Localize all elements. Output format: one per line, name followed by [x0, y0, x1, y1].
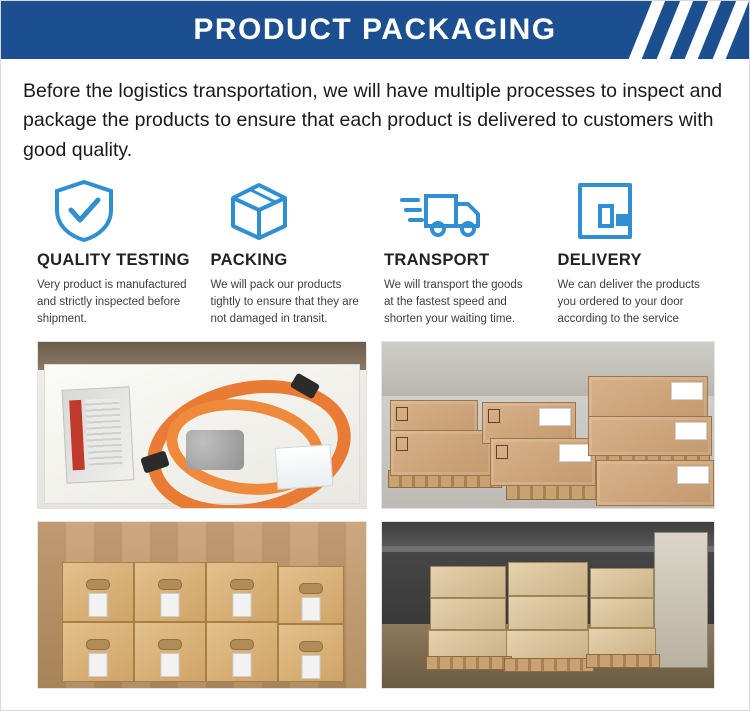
photo-grid: [1, 329, 749, 703]
palletized-goods: [588, 628, 656, 656]
carton-handle-hole: [158, 639, 182, 650]
wooden-crate: [596, 460, 714, 506]
feature-description: We will pack our products tightly to ensure that they are not damaged in transit.: [210, 278, 359, 326]
palletized-goods: [430, 566, 506, 598]
hardware-parts-bag: [186, 430, 244, 470]
wooden-crate: [390, 430, 492, 476]
controller-box: [62, 386, 135, 483]
photo-loaded-container: [381, 521, 715, 689]
feature-description: Very product is manufactured and strictly inspected before shipment.: [37, 278, 187, 326]
carton-handle-hole: [86, 579, 110, 590]
page-title: PRODUCT PACKAGING: [193, 13, 557, 46]
delivery-truck-icon: [384, 177, 546, 245]
palletized-goods: [506, 630, 590, 660]
wooden-crate: [490, 438, 596, 486]
feature-title: QUALITY TESTING: [37, 250, 190, 269]
feature-row: [1, 169, 749, 329]
fragile-mark: [488, 409, 500, 423]
photo-wooden-crates-warehouse: [381, 341, 715, 509]
header-stripes-decoration: [609, 1, 749, 59]
carton: [62, 562, 134, 622]
feature-delivery: [558, 177, 720, 329]
feature-description: We will transport the goods at the fastest speed and shorten your waiting time.: [384, 278, 523, 326]
photo-cartons-in-container: [37, 521, 367, 689]
carton: [278, 566, 344, 624]
carton-handle-hole: [230, 639, 254, 650]
photo-cable-and-controller: [37, 341, 367, 509]
carton: [206, 622, 278, 682]
palletized-goods: [590, 598, 654, 628]
pallet: [586, 654, 660, 668]
controller-label-strip: [69, 399, 85, 470]
shield-check-icon: [37, 177, 199, 245]
carton: [134, 622, 206, 682]
carton-label: [233, 653, 252, 677]
carton-label: [89, 653, 108, 677]
container-door-opening: [654, 532, 708, 668]
palletized-goods: [428, 630, 508, 658]
feature-title: PACKING: [210, 250, 288, 269]
carton-label: [89, 593, 108, 617]
shipping-label: [675, 422, 707, 440]
palletized-goods: [508, 562, 588, 596]
shipping-label: [539, 408, 571, 426]
carton: [62, 622, 134, 682]
document-sheet: [275, 444, 334, 490]
header-banner: [1, 1, 749, 59]
carton-label: [233, 593, 252, 617]
carton-box-icon: [211, 177, 373, 245]
pallet: [504, 658, 594, 672]
carton-handle-hole: [86, 639, 110, 650]
carton-label: [302, 597, 321, 621]
carton-handle-hole: [299, 641, 323, 652]
shipping-label: [671, 382, 703, 400]
wooden-crate: [588, 416, 712, 456]
carton-handle-hole: [299, 583, 323, 594]
palletized-goods: [508, 596, 588, 630]
carton-label: [302, 655, 321, 679]
palletized-goods: [590, 568, 654, 598]
feature-title: DELIVERY: [557, 250, 642, 269]
carton-handle-hole: [158, 579, 182, 590]
shipping-label: [677, 466, 709, 484]
palletized-goods: [430, 598, 506, 630]
fragile-mark: [496, 445, 508, 459]
shipping-label: [559, 444, 591, 462]
feature-quality-testing: [37, 177, 199, 329]
carton: [278, 624, 344, 682]
carton: [206, 562, 278, 622]
fragile-mark: [396, 437, 408, 451]
carton-label: [161, 653, 180, 677]
feature-packing: [211, 177, 373, 329]
fragile-mark: [396, 407, 408, 421]
carton: [134, 562, 206, 622]
feature-title: TRANSPORT: [384, 250, 490, 269]
carton-handle-hole: [230, 579, 254, 590]
pallet: [426, 656, 512, 670]
feature-description: We can deliver the products you ordered to your door according to the service: [557, 278, 700, 326]
door-delivery-icon: [558, 177, 720, 245]
controller-vent: [85, 397, 123, 469]
intro-paragraph: Before the logistics transportation, we will have multiple processes to inspect and package the products to ensure that each product is delivered to customers with good quality.: [23, 80, 723, 161]
feature-transport: [384, 177, 546, 329]
carton-label: [161, 593, 180, 617]
